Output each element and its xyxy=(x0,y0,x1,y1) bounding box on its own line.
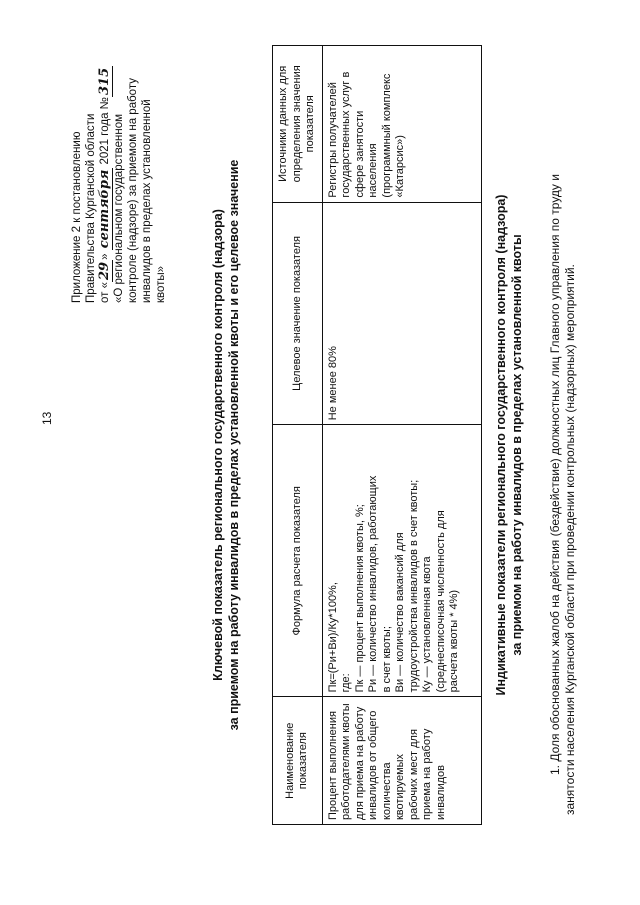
formula-line: в счет квоты; xyxy=(380,626,393,693)
indicative-title-line-1: Индикативные показатели регионального государственного контроля (надзора) xyxy=(494,194,508,696)
formula-line: Ви — количество вакансий для xyxy=(394,532,406,693)
name-line: Процент выполнения xyxy=(326,711,339,820)
formula-line: Ри — количество инвалидов, работающих xyxy=(367,475,379,693)
formula-line: трудоустройства инвалидов в счет квоты; xyxy=(407,479,420,693)
source-line: (программный комплекс xyxy=(380,73,393,198)
name-line: инвалидов от общего xyxy=(367,710,379,820)
appendix-line-4: «О региональном государственном xyxy=(113,114,125,303)
name-line: работодателями квоты xyxy=(340,703,352,820)
indicator-paragraph xyxy=(548,55,578,815)
formula-line: расчета квоты * 4%) xyxy=(448,589,460,693)
header-target-value: Целевое значение показателя xyxy=(273,202,323,425)
name-line: для приема на работу xyxy=(353,706,366,820)
indicative-indicators-title xyxy=(493,55,525,835)
key-indicator-table xyxy=(272,45,482,825)
name-line: приема на работу xyxy=(421,728,433,820)
cell-formula xyxy=(322,425,481,697)
date-year: 2021 года № xyxy=(99,97,111,168)
appendix-line-6: инвалидов в пределах установленной xyxy=(141,99,153,303)
appendix-header xyxy=(70,58,168,303)
table-row xyxy=(322,46,481,825)
formula-line: Ку — установленная квота xyxy=(421,556,433,693)
date-mid: » xyxy=(99,250,111,260)
paragraph-line-2: занятости населения Курганской области при проведении контрольных (надзорных) мероприятий. xyxy=(563,264,577,815)
formula-line: Пк=(Ри+Ви)/Ку*100%, xyxy=(326,582,339,693)
handwritten-day: 29 xyxy=(97,261,112,280)
key-indicator-title-line-2: за приемом на работу инвалидов в пределах установленной квоты и его целевое значение xyxy=(227,159,241,731)
name-line: рабочих мест для xyxy=(407,729,420,820)
header-indicator-name: Наименование показателя xyxy=(273,697,323,825)
header-formula: Формула расчета показателя xyxy=(273,425,323,697)
appendix-line-7: квоты» xyxy=(155,265,167,303)
source-line: Регистры получателей xyxy=(326,82,339,198)
indicative-title-line-2: за приемом на работу инвалидов в пределах установленной квоты xyxy=(510,234,524,656)
handwritten-month: сентября xyxy=(97,169,112,249)
appendix-line-1: Приложение 2 к постановлению xyxy=(71,131,83,303)
appendix-line-5: контроле (надзоре) за приемом на работу xyxy=(127,78,139,303)
handwritten-number: 315 xyxy=(97,67,112,95)
source-line: «Катарсис») xyxy=(394,135,406,198)
source-line: населения xyxy=(367,143,379,198)
cell-target-value: Не менее 80% xyxy=(322,202,481,425)
name-line: инвалидов xyxy=(434,765,447,820)
formula-line: Пк — процент выполнения квоты, %; xyxy=(353,504,366,693)
name-line: количества квотируемых xyxy=(380,753,406,820)
appendix-line-2: Правительства Курганской области xyxy=(85,113,97,303)
date-prefix: от « xyxy=(99,281,111,303)
page-number: 13 xyxy=(40,411,54,425)
header-data-sources: Источники данных для определения значения показателя xyxy=(273,46,323,203)
source-line: сфере занятости xyxy=(353,110,366,198)
source-line: государственных услуг в xyxy=(340,71,352,198)
formula-line: (среднесписочная численность для xyxy=(434,510,447,693)
table-header-row xyxy=(273,46,323,825)
key-indicator-title xyxy=(210,55,242,835)
cell-indicator-name xyxy=(322,697,481,825)
key-indicator-title-line-1: Ключевой показатель регионального государственного контроля (надзора) xyxy=(211,209,225,681)
cell-data-sources xyxy=(322,46,481,203)
formula-line: где: xyxy=(340,673,352,693)
paragraph-line-1: 1. Доля обоснованных жалоб на действия (бездействие) должностных лиц Главного управления по труду и xyxy=(548,174,562,775)
appendix-line-3 xyxy=(98,58,112,303)
